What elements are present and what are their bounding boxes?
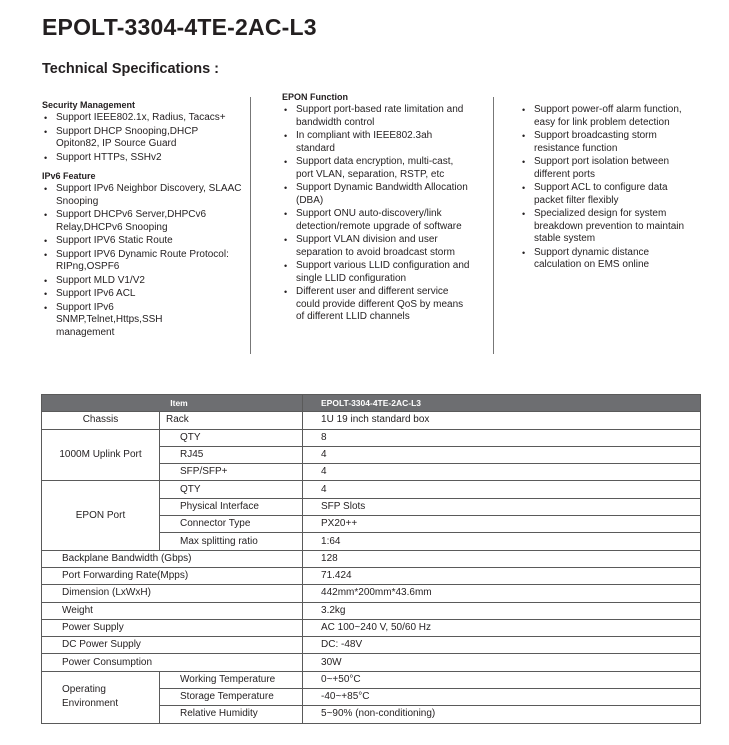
table-row [42,654,701,671]
list-item: • Support dynamic distance calculation on EMS online [534,247,692,272]
row-label: Chassis [42,412,160,429]
row-sublabel: Physical Interface [160,498,303,515]
row-label: Dimension (LxWxH) [42,585,303,602]
feature-column-security [42,99,242,340]
list-item: • Support power-off alarm function, easy for link problem detection [534,104,692,129]
header-model: EPOLT-3304-4TE-2AC-L3 [303,395,701,412]
list-item: • Support IPV6 Static Route [56,235,242,248]
page-title: EPOLT-3304-4TE-2AC-L3 [42,14,317,40]
epon-heading: EPON Function [282,92,348,102]
section-title: Technical Specifications : [42,61,220,77]
list-item: • Support MLD V1/V2 [56,275,242,288]
table-header-row [42,395,701,412]
row-sublabel: QTY [160,481,303,498]
row-value: 4 [303,446,701,463]
table-row [42,550,701,567]
security-heading: Security Management [42,100,136,110]
header-item: Item [42,395,303,412]
table-row [42,585,701,602]
row-value: 30W [303,654,701,671]
row-sublabel: Relative Humidity [160,706,303,723]
row-value: 71.424 [303,567,701,584]
row-value: SFP Slots [303,498,701,515]
row-label: EPON Port [42,481,160,550]
row-value: 442mm*200mm*43.6mm [303,585,701,602]
list-item: • Support various LLID configuration and single LLID configuration [296,260,472,285]
list-item: • Support data encryption, multi-cast, port VLAN, separation, RSTP, etc [296,156,472,181]
row-value: 4 [303,464,701,481]
list-item: • Support IEEE802.1x, Radius, Tacacs+ [56,112,242,125]
list-item: • Support DHCP Snooping,DHCP Opiton82, IP Source Guard [56,126,242,151]
row-sublabel: Connector Type [160,516,303,533]
row-sublabel: Max splitting ratio [160,533,303,550]
row-value: PX20++ [303,516,701,533]
row-value: AC 100~240 V, 50/60 Hz [303,619,701,636]
table-row [42,481,701,498]
table-row [42,567,701,584]
table-row [42,412,701,429]
table-row [42,671,701,688]
spec-table [41,394,701,724]
row-label: Port Forwarding Rate(Mpps) [42,567,303,584]
row-value: 8 [303,429,701,446]
list-item: • Support ACL to configure data packet filter flexibly [534,182,692,207]
list-item: • In compliant with IEEE802.3ah standard [296,130,472,155]
row-label: Operating Environment [42,671,160,723]
row-sublabel: QTY [160,429,303,446]
list-item: • Support DHCPv6 Server,DHPCv6 Relay,DHCPv6 Snooping [56,209,242,234]
list-item: • Support port isolation between different ports [534,156,692,181]
table-row [42,602,701,619]
table-row [42,637,701,654]
list-item: • Support port-based rate limitation and bandwidth control [296,104,472,129]
row-label: Power Consumption [42,654,303,671]
list-item: • Support IPv6 SNMP,Telnet,Https,SSH management [56,302,176,340]
list-item: • Support HTTPs, SSHv2 [56,152,242,165]
row-value: DC: -48V [303,637,701,654]
list-item: • Support Dynamic Bandwidth Allocation (DBA) [296,182,472,207]
row-sublabel: SFP/SFP+ [160,464,303,481]
table-row [42,619,701,636]
row-label: Weight [42,602,303,619]
ipv6-heading: IPv6 Feature [42,171,96,181]
row-value: -40~+85°C [303,689,701,706]
row-value: 0~+50°C [303,671,701,688]
feature-column-other [520,104,692,273]
row-label: Backplane Bandwidth (Gbps) [42,550,303,567]
table-row [42,429,701,446]
row-label: DC Power Supply [42,637,303,654]
list-item: • Support broadcasting storm resistance function [534,130,692,155]
feature-column-epon [282,91,472,325]
row-label: 1000M Uplink Port [42,429,160,481]
list-item: • Support IPV6 Dynamic Route Protocol: RIPng,OSPF6 [56,249,242,274]
row-sublabel: Rack [160,412,303,429]
row-sublabel: RJ45 [160,446,303,463]
list-item: • Specialized design for system breakdown prevention to maintain stable system [534,208,692,246]
row-value: 3.2kg [303,602,701,619]
row-value: 128 [303,550,701,567]
list-item: • Support IPv6 Neighbor Discovery, SLAAC Snooping [56,183,242,208]
column-divider [493,97,494,354]
column-divider [250,97,251,354]
row-sublabel: Storage Temperature [160,689,303,706]
list-item: • Support ONU auto-discovery/link detection/remote upgrade of software [296,208,472,233]
row-sublabel: Working Temperature [160,671,303,688]
row-value: 1:64 [303,533,701,550]
row-value: 1U 19 inch standard box [303,412,701,429]
list-item: • Support IPv6 ACL [56,288,242,301]
row-value: 5~90% (non-conditioning) [303,706,701,723]
row-value: 4 [303,481,701,498]
row-label: Power Supply [42,619,303,636]
list-item: • Different user and different service could provide different QoS by means of different LLID channels [296,286,472,324]
list-item: • Support VLAN division and user separation to avoid broadcast storm [296,234,472,259]
